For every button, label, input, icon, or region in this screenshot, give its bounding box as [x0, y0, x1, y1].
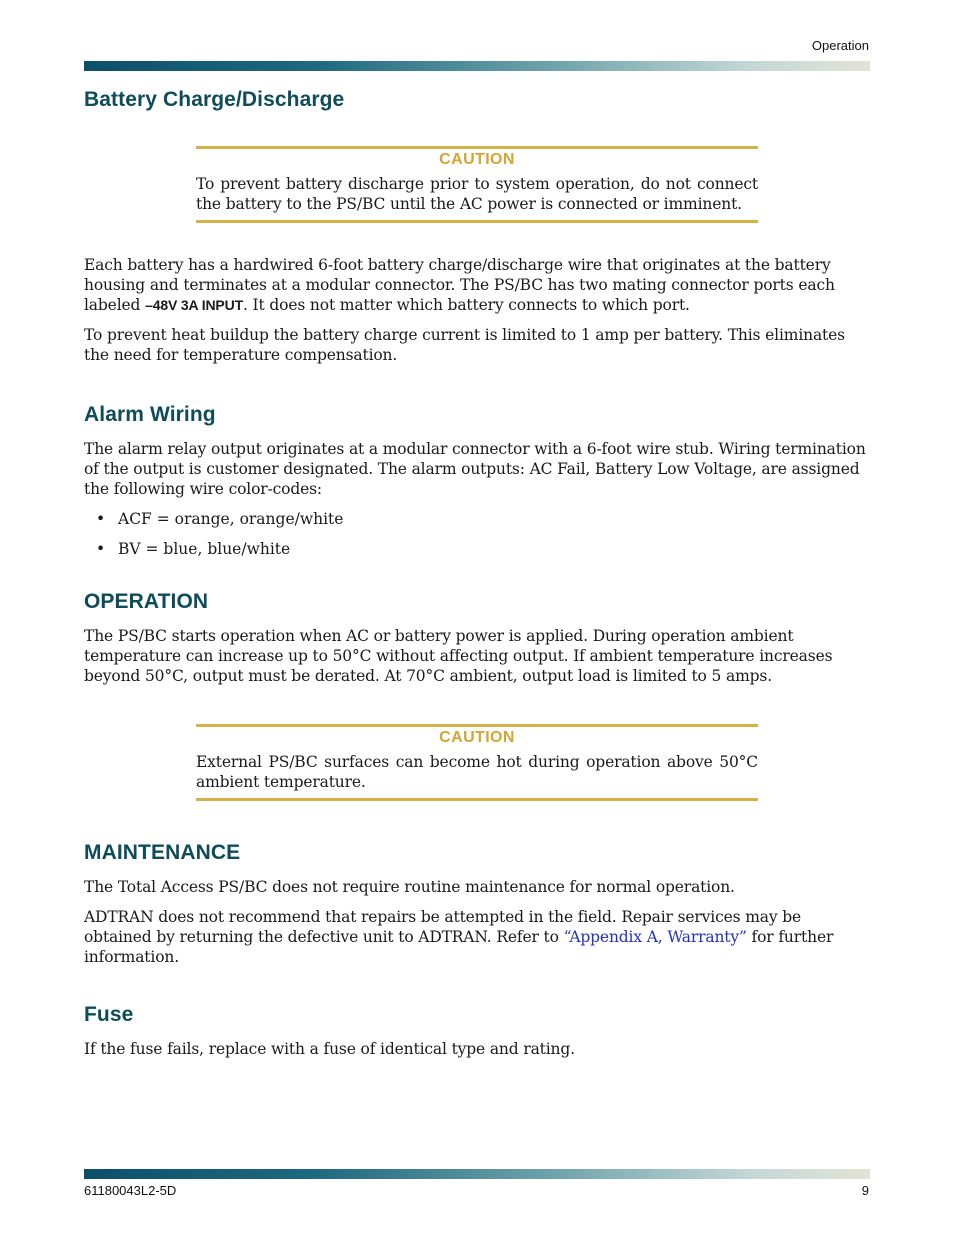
paragraph-maintenance-1: The Total Access PS/BC does not require routine maintenance for normal operation.: [84, 878, 735, 896]
running-header: Operation: [811, 38, 869, 53]
page-content: [84, 88, 870, 1059]
list-item-text: ACF = orange, orange/white: [118, 510, 344, 528]
list-item: [96, 539, 870, 559]
alarm-color-list: [84, 509, 870, 559]
caution-box-battery: [196, 146, 758, 223]
caution-text: External PS/BC surfaces can become hot during operation above 50°C ambient temperature.: [196, 753, 758, 791]
paragraph-operation: The PS/BC starts operation when AC or battery power is applied. During operation ambient temperature can increase up to 50°C without affecting output. If ambient temperature increases beyond 50°C, output must be derated. At 70°C ambient, output load is limited to 5 amps.: [84, 627, 833, 685]
bullet-icon: •: [96, 540, 106, 558]
text-run: ADTRAN does not recommend that repairs be attempted in the field. Repair services may be obtained by returning the defective unit to ADTRAN. Refer to: [84, 908, 802, 946]
paragraph-alarm: The alarm relay output originates at a modular connector with a 6-foot wire stub. Wiring termination of the output is customer designated. The alarm outputs: AC Fail, Battery Low Voltage, are assigned the following wire color-codes:: [84, 440, 866, 498]
heading-alarm: Alarm Wiring: [84, 403, 216, 426]
paragraph-battery-wire: [84, 255, 870, 315]
header-bar: [84, 61, 870, 71]
heading-operation: OPERATION: [84, 590, 209, 613]
list-item-text: BV = blue, blue/white: [118, 540, 291, 558]
text-run: . It does not matter which battery connects to which port.: [242, 296, 690, 314]
paragraph-battery-heat: To prevent heat buildup the battery charge current is limited to 1 amp per battery. This eliminates the need for temperature compensation.: [84, 326, 845, 364]
caution-box-operation: [196, 724, 758, 801]
caution-text: To prevent battery discharge prior to system operation, do not connect the battery to the PS/BC until the AC power is connected or imminent.: [196, 175, 758, 213]
document-number: 61180043L2-5D: [84, 1183, 177, 1198]
text-run: Each battery has a hardwired 6-foot battery charge/discharge wire that originates at the battery housing and terminates at a modular connector. The PS/BC has two mating connector ports each labeled: [84, 256, 835, 314]
footer-bar: [84, 1169, 870, 1179]
page-number: 9: [861, 1183, 869, 1198]
connector-label: –48V 3A INPUT: [145, 297, 243, 313]
text-run: for further information.: [84, 928, 834, 966]
appendix-warranty-link[interactable]: “Appendix A, Warranty”: [563, 928, 747, 946]
caution-title: CAUTION: [439, 151, 515, 168]
heading-maintenance: MAINTENANCE: [84, 841, 241, 864]
heading-fuse: Fuse: [84, 1003, 134, 1026]
caution-title: CAUTION: [439, 729, 515, 746]
paragraph-fuse: If the fuse fails, replace with a fuse of identical type and rating.: [84, 1040, 575, 1058]
bullet-icon: •: [96, 510, 106, 528]
paragraph-maintenance-2: [84, 907, 870, 967]
list-item: [96, 509, 870, 529]
heading-battery: Battery Charge/Discharge: [84, 88, 345, 111]
